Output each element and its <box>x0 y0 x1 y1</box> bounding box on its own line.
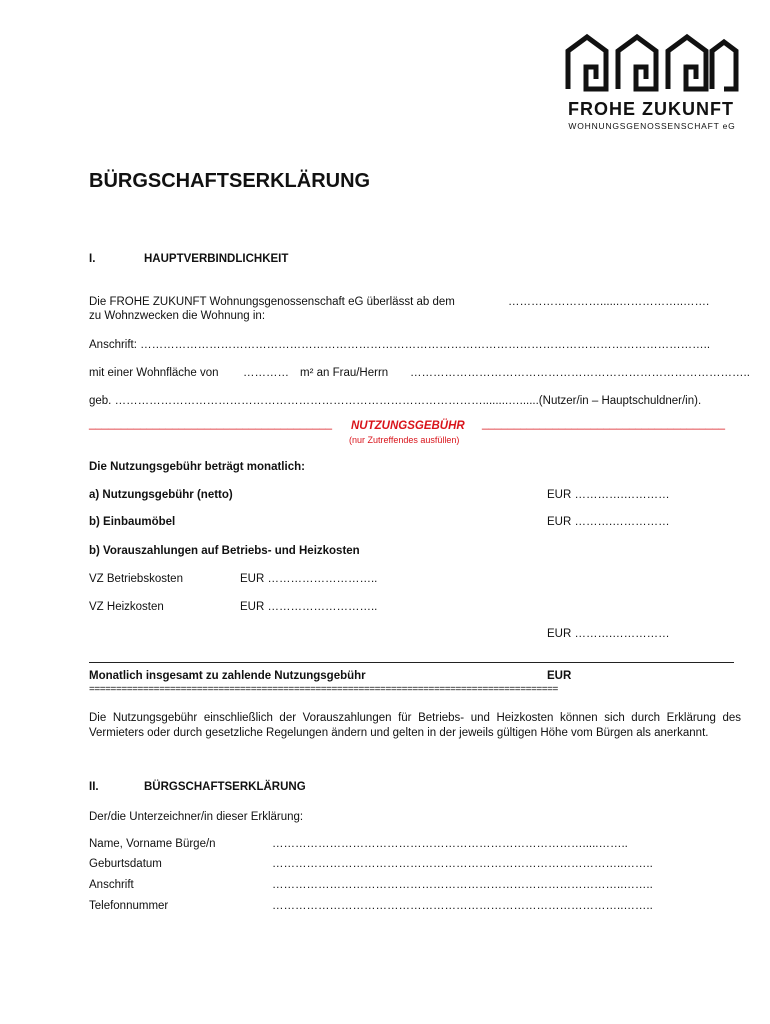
advance-payments-label: b) Vorauszahlungen auf Betriebs- und Heizkosten <box>89 545 360 557</box>
guarantor-birthdate-label: Geburtsdatum <box>89 858 162 870</box>
fee-intro: Die Nutzungsgebühr beträgt monatlich: <box>89 461 305 473</box>
guarantor-intro: Der/die Unterzeichner/in dieser Erklärung: <box>89 811 304 823</box>
section2-heading: BÜRGSCHAFTSERKLÄRUNG <box>144 781 306 793</box>
section1-number: I. <box>89 253 96 265</box>
logo-subtitle: WOHNUNGSGENOSSENSCHAFT eG <box>568 121 736 131</box>
subtotal-field[interactable]: EUR ……….…………… <box>547 628 670 640</box>
operating-costs-label: VZ Betriebskosten <box>89 573 183 585</box>
guarantor-name-field[interactable]: ……………………………………………………………………….....…….. <box>272 838 628 850</box>
logo-name: FROHE ZUKUNFT <box>568 99 734 119</box>
heating-costs-field[interactable]: EUR ……………………….. <box>240 601 378 613</box>
company-logo <box>562 33 742 133</box>
furniture-label: b) Einbaumöbel <box>89 516 176 528</box>
guarantor-birthdate-field[interactable]: ………………………………………………………………………………..…….. <box>272 858 653 870</box>
section1-heading: HAUPTVERBINDLICHKEIT <box>144 253 289 265</box>
double-rule: ======================================================================================= <box>89 684 558 695</box>
tenant-name-field[interactable]: …………………………………………………………………………….. <box>410 367 750 379</box>
guarantor-address-field[interactable]: ………………………………………………………………………………..…….. <box>272 879 653 891</box>
area-label: mit einer Wohnfläche von <box>89 367 219 379</box>
total-divider <box>89 662 734 663</box>
furniture-field[interactable]: EUR ……….…………… <box>547 516 670 528</box>
start-date-label: Die FROHE ZUKUNFT Wohnungsgenossenschaft eG überlässt ab dem <box>89 296 455 308</box>
fee-right-rule: ______________________________________ <box>482 418 726 430</box>
fee-left-rule: ______________________________________ <box>89 418 333 430</box>
net-fee-label: a) Nutzungsgebühr (netto) <box>89 489 233 501</box>
start-date-field[interactable]: ……………………......……………..……. <box>508 296 710 308</box>
fee-heading: NUTZUNGSGEBÜHR <box>351 420 465 432</box>
document-title: BÜRGSCHAFTSERKLÄRUNG <box>89 170 371 192</box>
birth-line[interactable]: geb. ……………………………………………………………………………………........…......(Nutzer/in – Hauptschuldner/in). <box>89 395 702 407</box>
area-field[interactable]: ………… <box>243 367 289 379</box>
guarantor-phone-label: Telefonnummer <box>89 900 169 912</box>
total-label: Monatlich insgesamt zu zahlende Nutzungsgebühr <box>89 670 366 682</box>
guarantor-phone-field[interactable]: ………………………………………………………………………………..…….. <box>272 900 653 912</box>
guarantor-address-label: Anschrift <box>89 879 134 891</box>
operating-costs-field[interactable]: EUR ……………………….. <box>240 573 378 585</box>
total-value[interactable]: EUR <box>547 670 572 682</box>
houses-logo-icon <box>562 33 742 97</box>
fee-note: (nur Zutreffendes ausfüllen) <box>349 435 460 445</box>
guarantor-name-label: Name, Vorname Bürge/n <box>89 838 216 850</box>
address-line[interactable]: Anschrift: ………………………………………………………………………………………………………………………………….. <box>89 339 711 351</box>
heating-costs-label: VZ Heizkosten <box>89 601 164 613</box>
purpose-text: zu Wohnzwecken die Wohnung in: <box>89 310 266 322</box>
net-fee-field[interactable]: EUR ………….………… <box>547 489 670 501</box>
fee-change-paragraph: Die Nutzungsgebühr einschließlich der Vorauszahlungen für Betriebs- und Heizkosten können sich durch Erklärung des Vermieters oder durch gesetzliche Regelungen ändern und gelten in der jeweils gültigen Höhe vom Bürgen als anerkannt. <box>89 712 741 739</box>
section2-number: II. <box>89 781 99 793</box>
area-unit-text: m² an Frau/Herrn <box>300 367 389 379</box>
